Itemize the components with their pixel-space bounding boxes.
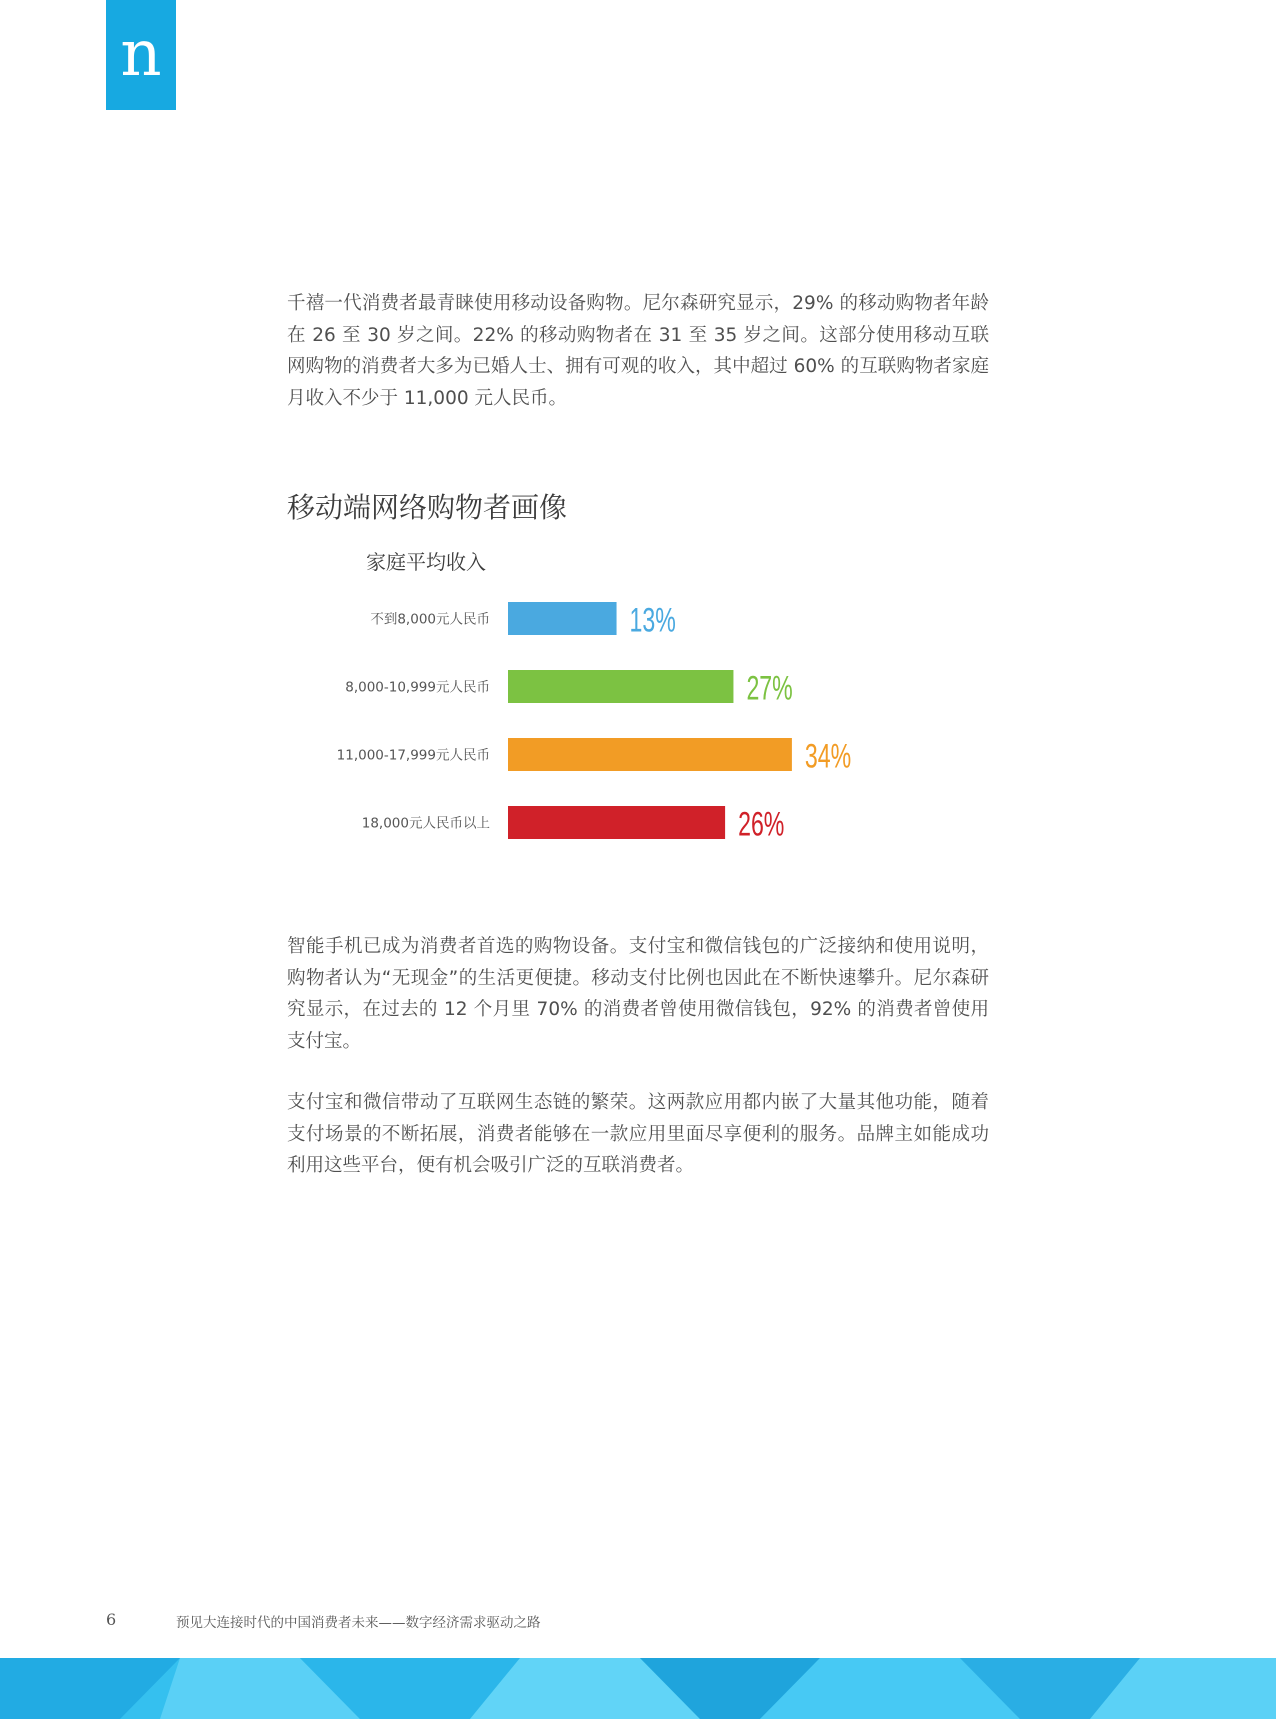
category-label: 不到8,000元人民币 — [370, 611, 490, 628]
bar — [508, 602, 617, 635]
value-label: 27% — [746, 670, 793, 708]
payment-paragraph: 智能手机已成为消费者首选的购物设备。支付宝和微信钱包的广泛接纳和使用说明，购物者认为“无现金”的生活更便捷。移动支付比例也因此在不断快速攀升。尼尔森研究显示，在过去的 12 个月里 70% 的消费者曾使用微信钱包，92% 的消费者曾使用支付宝。 — [287, 936, 989, 1052]
decorative-blue-cubes-band — [0, 1658, 1276, 1719]
category-label: 18,000元人民币以上 — [361, 815, 490, 832]
value-label: 13% — [629, 602, 676, 640]
bar — [508, 670, 733, 703]
bar — [508, 806, 725, 839]
category-label: 8,000-10,999元人民币 — [345, 679, 490, 696]
intro-paragraph: 千禧一代消费者最青睐使用移动设备购物。尼尔森研究显示，29% 的移动购物者年龄在 26 至 30 岁之间。22% 的移动购物者在 31 至 35 岁之间。这部分使用移动互联网购物的消费者大多为已婚人士、拥有可观的收入，其中超过 60% 的互联购物者家庭月收入不少于 11,000 元人民币。 — [287, 293, 989, 409]
section-heading: 移动端网络购物者画像 — [287, 491, 568, 524]
bar — [508, 738, 792, 771]
footer-title: 预见大连接时代的中国消费者未来——数字经济需求驱动之路 — [176, 1615, 541, 1631]
chart-title: 家庭平均收入 — [366, 550, 486, 574]
ecosystem-paragraph: 支付宝和微信带动了互联网生态链的繁荣。这两款应用都内嵌了大量其他功能，随着支付场景的不断拓展，消费者能够在一款应用里面尽享便利的服务。品牌主如能成功利用这些平台，便有机会吸引广泛的互联消费者。 — [287, 1092, 989, 1176]
page-number: 6 — [106, 1610, 117, 1629]
value-label: 34% — [804, 738, 852, 776]
category-label: 11,000-17,999元人民币 — [336, 747, 490, 764]
logo-letter: n — [120, 17, 162, 91]
value-label: 26% — [738, 806, 785, 844]
